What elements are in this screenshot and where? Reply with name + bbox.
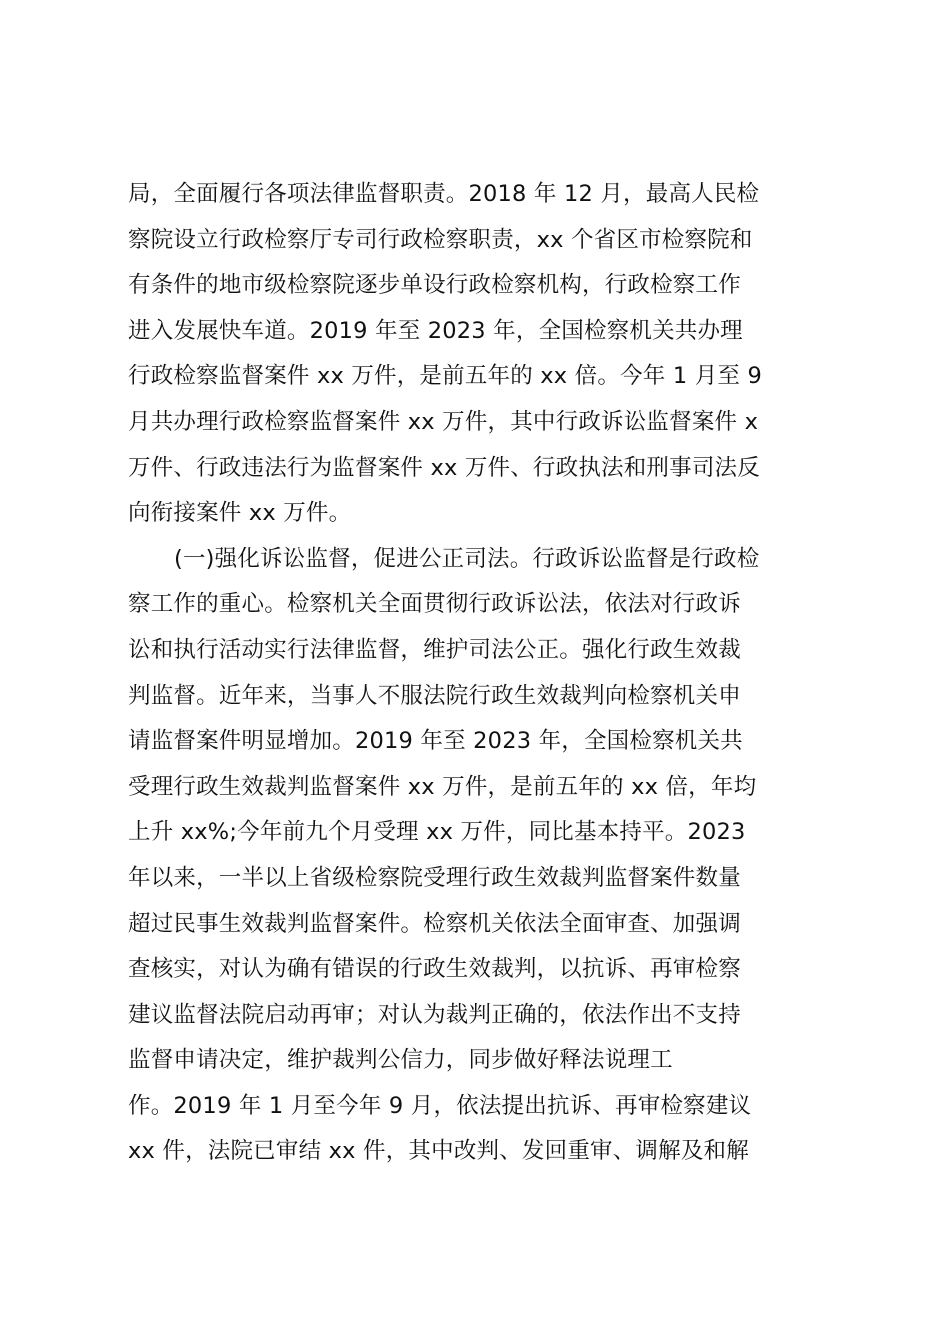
text-line: 请监督案件明显增加。2019 年至 2023 年，全国检察机关共 (128, 728, 743, 755)
text-line: 作。2019 年 1 月至今年 9 月，依法提出抗诉、再审检察建议 (128, 1092, 752, 1119)
text-line: 上升 xx%;今年前九个月受理 xx 万件，同比基本持平。2023 (128, 819, 746, 846)
text-line: 年以来，一半以上省级检察院受理行政生效裁判监督案件数量 (128, 864, 741, 891)
text-line: 察工作的重心。检察机关全面贯彻行政诉讼法，依法对行政诉 (128, 591, 741, 618)
text-line: 行政检察监督案件 xx 万件，是前五年的 xx 倍。今年 1 月至 9 (128, 363, 762, 390)
body-text (128, 172, 838, 1175)
text-line: 进入发展快车道。2019 年至 2023 年，全国检察机关共办理 (128, 317, 743, 344)
text-line: 向衔接案件 xx 万件。 (128, 500, 352, 527)
text-line: 判监督。近年来，当事人不服法院行政生效裁判向检察机关申 (128, 682, 741, 709)
text-line: 监督申请决定，维护裁判公信力，同步做好释法说理工 (128, 1047, 673, 1074)
text-line: 超过民事生效裁判监督案件。检察机关依法全面审查、加强调 (128, 910, 741, 937)
text-line: 受理行政生效裁判监督案件 xx 万件，是前五年的 xx 倍，年均 (128, 773, 757, 800)
section-heading-line: (一)强化诉讼监督，促进公正司法。行政诉讼监督是行政检 (174, 545, 760, 572)
text-line: 万件、行政违法行为监督案件 xx 万件、行政执法和刑事司法反 (128, 454, 760, 481)
text-line: 建议监督法院启动再审；对认为裁判正确的，依法作出不支持 (128, 1001, 741, 1028)
text-line: 月共办理行政检察监督案件 xx 万件，其中行政诉讼监督案件 x (128, 408, 759, 435)
text-line: 有条件的地市级检察院逐步单设行政检察机构，行政检察工作 (128, 272, 741, 299)
text-line: 查核实，对认为确有错误的行政生效裁判，以抗诉、再审检察 (128, 956, 741, 983)
text-line: 讼和执行活动实行法律监督，维护司法公正。强化行政生效裁 (128, 636, 741, 663)
text-line: xx 件，法院已审结 xx 件，其中改判、发回重审、调解及和解 (128, 1138, 749, 1165)
text-line: 察院设立行政检察厅专司行政检察职责，xx 个省区市检察院和 (128, 226, 753, 253)
text-line: 局，全面履行各项法律监督职责。2018 年 12 月，最高人民检 (128, 181, 760, 207)
